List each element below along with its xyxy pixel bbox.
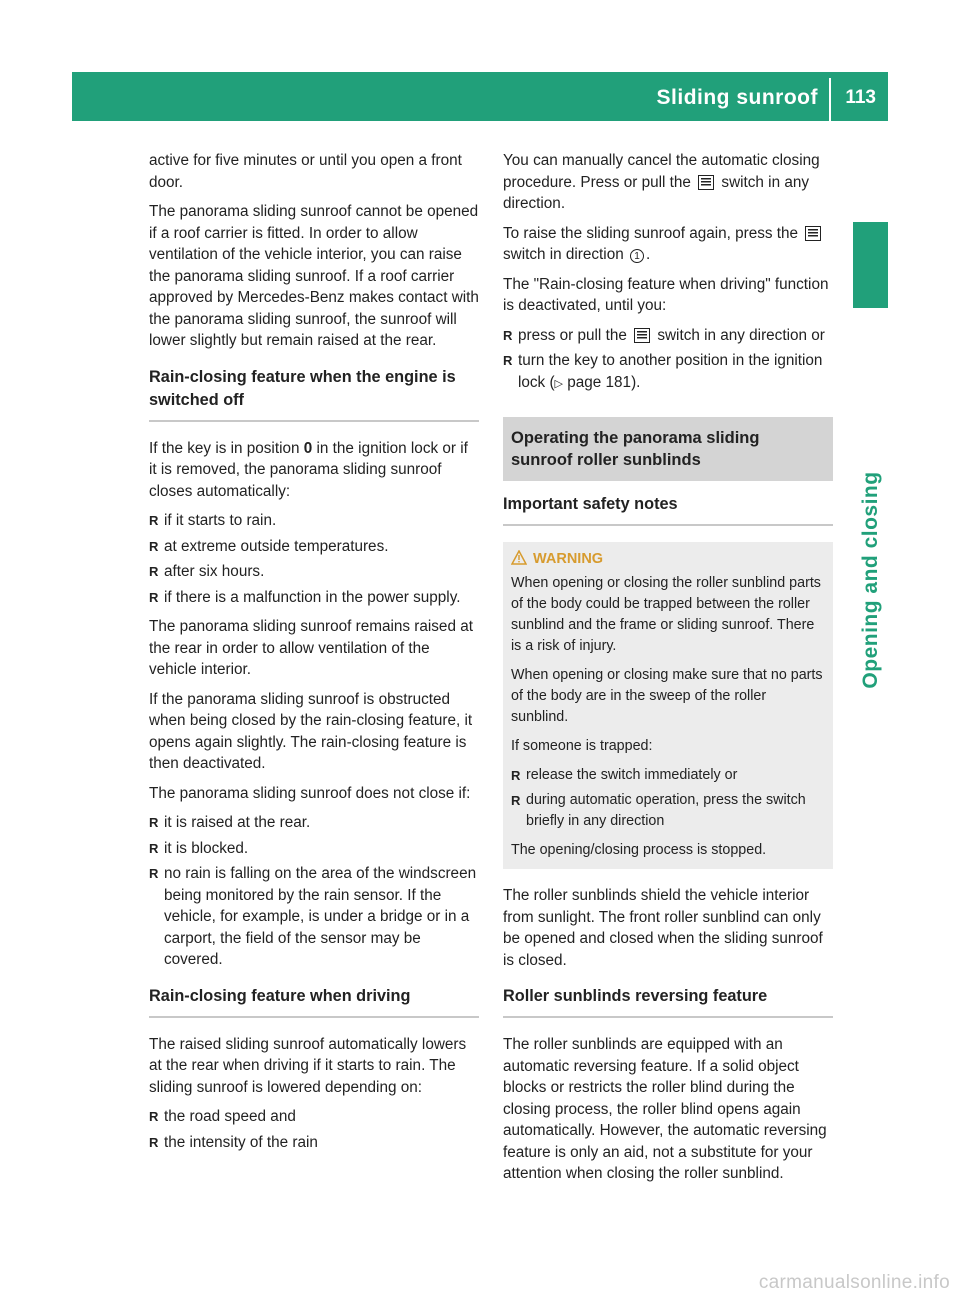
paragraph: The roller sunblinds shield the vehicle interior from sunlight. The front roller sunblind can only be opened and closed when the sliding sunroof is closed. [503,887,823,969]
warning-text: The opening/closing process is stopped. [511,842,767,858]
list-item: R the intensity of the rain [149,1132,479,1154]
bullet-icon: R [149,538,159,554]
list-item: R it is raised at the rear. [149,812,479,834]
rule [149,420,479,422]
direction-1-icon: 1 [630,249,644,263]
warning-text: When opening or closing make sure that no parts of the body are in the sweep of the roller sunblind. [511,667,823,725]
paragraph: The roller sunblinds are equipped with an automatic reversing feature. If a solid object blocks or restricts the roller blind during the closing process, the roller blind opens again automatically. However, the automatic reversing feature is only an aid, not a substitute for your attention when closing the roller sunblind. [503,1036,827,1182]
chapter-tab [853,222,888,308]
paragraph: If the key is in position 0 in the ignition lock or if it is removed, the panorama sliding sunroof closes automatically: [149,439,468,500]
subheading: Rain-closing feature when the engine is switched off [149,367,456,409]
warning-box [503,542,833,869]
bullet-icon: R [149,866,159,881]
rule [503,524,833,526]
paragraph: The panorama sliding sunroof remains raised at the rear in order to allow ventilation of the vehicle interior. [149,618,473,678]
bullet-icon: R [149,840,159,856]
list-item: R the road speed and [149,1106,479,1128]
warning-text: If someone is trapped: [511,738,653,754]
sunroof-switch-icon [805,226,821,241]
warning-text: When opening or closing the roller sunblind parts of the body could be trapped between the roller sunblind and the frame or sliding sunroof. There is a risk of injury. [511,575,821,654]
bullet-icon: R [149,1109,159,1124]
list-item: R if there is a malfunction in the power supply. [149,587,479,609]
sunroof-switch-icon [634,328,650,343]
list-item: R release the switch immediately or [511,765,825,786]
warning-title: WARNING [511,550,825,569]
list [149,812,479,971]
page-number: 113 [845,87,876,108]
list-item: R at extreme outside temperatures. [149,536,479,558]
subheading: Roller sunblinds reversing feature [503,987,768,1005]
bullet-icon: R [511,793,521,808]
bullet-icon: R [149,564,159,579]
list [503,325,833,396]
paragraph: active for five minutes or until you open a front door. [149,152,462,191]
bullet-icon: R [503,353,513,368]
list-item: R after six hours. [149,561,479,583]
right-column [503,150,833,1193]
watermark: carmanualsonline.info [758,1272,950,1293]
list-item: R it is blocked. [149,838,479,860]
page-reference-arrow-icon: ▷ [554,377,564,390]
list-item: R press or pull the switch in any direction or [503,325,833,347]
sunroof-switch-icon [698,175,714,190]
paragraph: If the panorama sliding sunroof is obstructed when being closed by the rain-closing feature, it opens again slightly. The rain-closing feature is then deactivated. [149,690,473,772]
bullet-icon: R [503,327,513,343]
paragraph: The raised sliding sunroof automatically lowers at the rear when driving if it starts to rain. The sliding sunroof is lowered depending on: [149,1035,467,1096]
subheading: Important safety notes [503,495,678,513]
section-title: Sliding sunroof [656,86,818,109]
paragraph: The panorama sliding sunroof does not close if: [149,784,471,802]
bullet-icon: R [149,589,159,605]
bullet-icon: R [149,1134,159,1150]
list-item: R no rain is falling on the area of the windscreen being monitored by the rain sensor. If the vehicle, for example, is under a bridge or in a carport, the field of the sensor may be covered. [149,865,477,968]
list-item: R turn the key to another position in the ignition lock (▷ page 181). [503,352,823,391]
paragraph: The "Rain-closing feature when driving" function is deactivated, until you: [503,275,829,314]
paragraph: The panorama sliding sunroof cannot be opened if a roof carrier is fitted. In order to allow ventilation of the vehicle interior, you can raise the panorama sliding sunroof. If a roof carrier approved by Mercedes-Benz makes contact with the panorama sliding sunroof, the sunroof will lower slightly but remain raised at the rear. [149,203,479,349]
section-heading: Operating the panorama sliding sunroof roller sunblinds [511,429,760,469]
bullet-icon: R [511,768,521,783]
chapter-label: Opening and closing [859,471,882,689]
subheading: Rain-closing feature when driving [149,986,411,1005]
paragraph: You can manually cancel the automatic closing procedure. Press or pull the switch in any direction. [503,152,820,212]
list [149,1106,479,1153]
section-heading-box [503,417,833,481]
list-item: R during automatic operation, press the switch briefly in any direction [511,792,806,829]
header-bar [72,72,888,121]
list [511,765,825,832]
left-column [149,150,479,1161]
page-reference-link[interactable]: page 181 [567,373,632,391]
warning-triangle-icon [511,550,527,569]
bullet-icon: R [149,513,159,528]
rule [149,1016,479,1018]
list [149,510,479,608]
header-divider [829,78,831,121]
paragraph: To raise the sliding sunroof again, press the switch in direction 1 . [503,223,833,266]
rule [503,1016,833,1018]
list-item: R if it starts to rain. [149,510,479,532]
bullet-icon: R [149,815,159,830]
